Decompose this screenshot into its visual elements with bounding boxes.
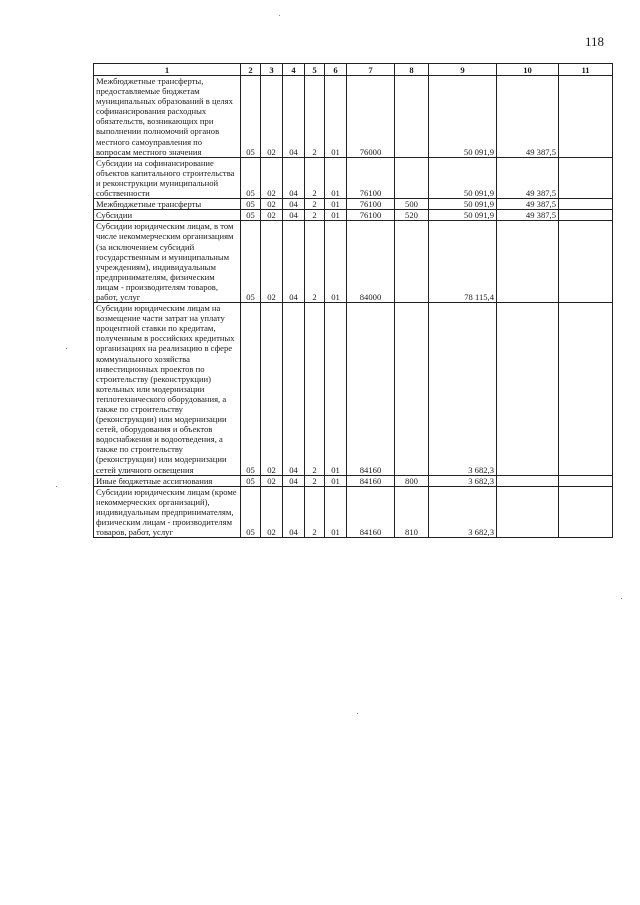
- cell-c5: 2: [305, 486, 325, 537]
- cell-c11: [559, 199, 613, 210]
- cell-c6: 01: [325, 303, 347, 476]
- cell-c4: 04: [283, 303, 305, 476]
- cell-c6: 01: [325, 486, 347, 537]
- cell-c2: 05: [241, 475, 261, 486]
- scan-speck: [357, 713, 358, 714]
- header-col-11: 11: [559, 64, 613, 76]
- cell-c11: [559, 303, 613, 476]
- cell-c6: 01: [325, 210, 347, 221]
- cell-c4: 04: [283, 475, 305, 486]
- cell-c2: 05: [241, 221, 261, 303]
- cell-c5: 2: [305, 303, 325, 476]
- table-body: [94, 76, 613, 538]
- cell-c11: [559, 486, 613, 537]
- table-row: [94, 199, 613, 210]
- table-row: [94, 221, 613, 303]
- cell-c11: [559, 157, 613, 198]
- cell-c9: 50 091,9: [429, 157, 497, 198]
- cell-c10: 49 387,5: [497, 76, 559, 158]
- cell-c4: 04: [283, 210, 305, 221]
- cell-c5: 2: [305, 199, 325, 210]
- cell-c10: 49 387,5: [497, 199, 559, 210]
- header-col-1: 1: [94, 64, 241, 76]
- cell-c2: 05: [241, 157, 261, 198]
- row-description: Субсидии на софинансирование объектов капитального строительства и реконструкции муниципальной собственности: [94, 157, 241, 198]
- cell-c8: [395, 303, 429, 476]
- cell-c9: 3 682,3: [429, 475, 497, 486]
- cell-c4: 04: [283, 76, 305, 158]
- cell-c9: 50 091,9: [429, 76, 497, 158]
- scan-speck: [279, 15, 280, 16]
- cell-c5: 2: [305, 475, 325, 486]
- cell-c10: [497, 486, 559, 537]
- cell-c7: 76000: [347, 76, 395, 158]
- cell-c9: 50 091,9: [429, 210, 497, 221]
- header-col-2: 2: [241, 64, 261, 76]
- cell-c10: [497, 221, 559, 303]
- row-description: Межбюджетные трансферты, предоставляемые бюджетам муниципальных образований в целях софинансирования расходных обязательств, возникающих при выполнении полномочий органов местного самоуправления по вопросам местного значения: [94, 76, 241, 158]
- cell-c2: 05: [241, 76, 261, 158]
- header-col-10: 10: [497, 64, 559, 76]
- cell-c3: 02: [261, 199, 283, 210]
- cell-c10: [497, 475, 559, 486]
- header-col-7: 7: [347, 64, 395, 76]
- cell-c6: 01: [325, 76, 347, 158]
- cell-c2: 05: [241, 303, 261, 476]
- cell-c10: [497, 303, 559, 476]
- cell-c5: 2: [305, 210, 325, 221]
- table-row: [94, 210, 613, 221]
- cell-c6: 01: [325, 221, 347, 303]
- cell-c7: 84000: [347, 221, 395, 303]
- cell-c6: 01: [325, 475, 347, 486]
- cell-c2: 05: [241, 210, 261, 221]
- header-col-9: 9: [429, 64, 497, 76]
- cell-c3: 02: [261, 76, 283, 158]
- cell-c4: 04: [283, 157, 305, 198]
- cell-c9: 78 115,4: [429, 221, 497, 303]
- header-col-4: 4: [283, 64, 305, 76]
- cell-c9: 50 091,9: [429, 199, 497, 210]
- row-description: Субсидии: [94, 210, 241, 221]
- scan-speck: [56, 486, 57, 487]
- table-row: [94, 157, 613, 198]
- header-row: [94, 64, 613, 76]
- scan-speck: [621, 598, 622, 599]
- cell-c5: 2: [305, 157, 325, 198]
- cell-c7: 76100: [347, 157, 395, 198]
- header-col-8: 8: [395, 64, 429, 76]
- cell-c7: 76100: [347, 199, 395, 210]
- row-description: Межбюджетные трансферты: [94, 199, 241, 210]
- scan-speck: [66, 348, 67, 349]
- cell-c9: 3 682,3: [429, 303, 497, 476]
- page-number: 118: [584, 34, 604, 49]
- table-header: [94, 64, 613, 76]
- cell-c4: 04: [283, 199, 305, 210]
- cell-c7: 84160: [347, 303, 395, 476]
- header-col-6: 6: [325, 64, 347, 76]
- header-col-3: 3: [261, 64, 283, 76]
- table-row: [94, 303, 613, 476]
- budget-table: [93, 63, 613, 538]
- cell-c2: 05: [241, 486, 261, 537]
- cell-c7: 84160: [347, 486, 395, 537]
- table-row: [94, 475, 613, 486]
- cell-c3: 02: [261, 221, 283, 303]
- row-description: Субсидии юридическим лицам, в том числе некоммерческим организациям (за исключением субсидий государственным и муниципальным учреждениям), индивидуальным предпринимателям, физическим лицам - производителям товаров, работ, услуг: [94, 221, 241, 303]
- cell-c9: 3 682,3: [429, 486, 497, 537]
- row-description: Субсидии юридическим лицам на возмещение части затрат на уплату процентной ставки по кредитам, полученным в российских кредитных организациях на реализацию в сфере коммунального хозяйства инвестиционных проектов по строительству (реконструкции) котельных или модернизации теплотехнического оборудования, а также по строительству (реконструкции) или модернизации сетей, оборудования и объектов водоснабжения и водоотведения, а также по строительству (реконструкции) или модернизации сетей уличного освещения: [94, 303, 241, 476]
- cell-c10: 49 387,5: [497, 210, 559, 221]
- cell-c8: [395, 76, 429, 158]
- cell-c4: 04: [283, 221, 305, 303]
- row-description: Иные бюджетные ассигнования: [94, 475, 241, 486]
- cell-c6: 01: [325, 157, 347, 198]
- cell-c4: 04: [283, 486, 305, 537]
- cell-c8: 800: [395, 475, 429, 486]
- cell-c11: [559, 76, 613, 158]
- table-row: [94, 486, 613, 537]
- cell-c8: 520: [395, 210, 429, 221]
- cell-c3: 02: [261, 486, 283, 537]
- cell-c8: 500: [395, 199, 429, 210]
- cell-c5: 2: [305, 221, 325, 303]
- cell-c8: [395, 221, 429, 303]
- header-col-5: 5: [305, 64, 325, 76]
- cell-c3: 02: [261, 210, 283, 221]
- cell-c10: 49 387,5: [497, 157, 559, 198]
- cell-c3: 02: [261, 303, 283, 476]
- cell-c11: [559, 221, 613, 303]
- cell-c5: 2: [305, 76, 325, 158]
- cell-c7: 84160: [347, 475, 395, 486]
- row-description: Субсидии юридическим лицам (кроме некоммерческих организаций), индивидуальным предпринимателям, физическим лицам - производителям товаров, работ, услуг: [94, 486, 241, 537]
- cell-c3: 02: [261, 157, 283, 198]
- table-row: [94, 76, 613, 158]
- cell-c8: [395, 157, 429, 198]
- cell-c11: [559, 210, 613, 221]
- cell-c6: 01: [325, 199, 347, 210]
- cell-c11: [559, 475, 613, 486]
- cell-c2: 05: [241, 199, 261, 210]
- cell-c3: 02: [261, 475, 283, 486]
- cell-c8: 810: [395, 486, 429, 537]
- cell-c7: 76100: [347, 210, 395, 221]
